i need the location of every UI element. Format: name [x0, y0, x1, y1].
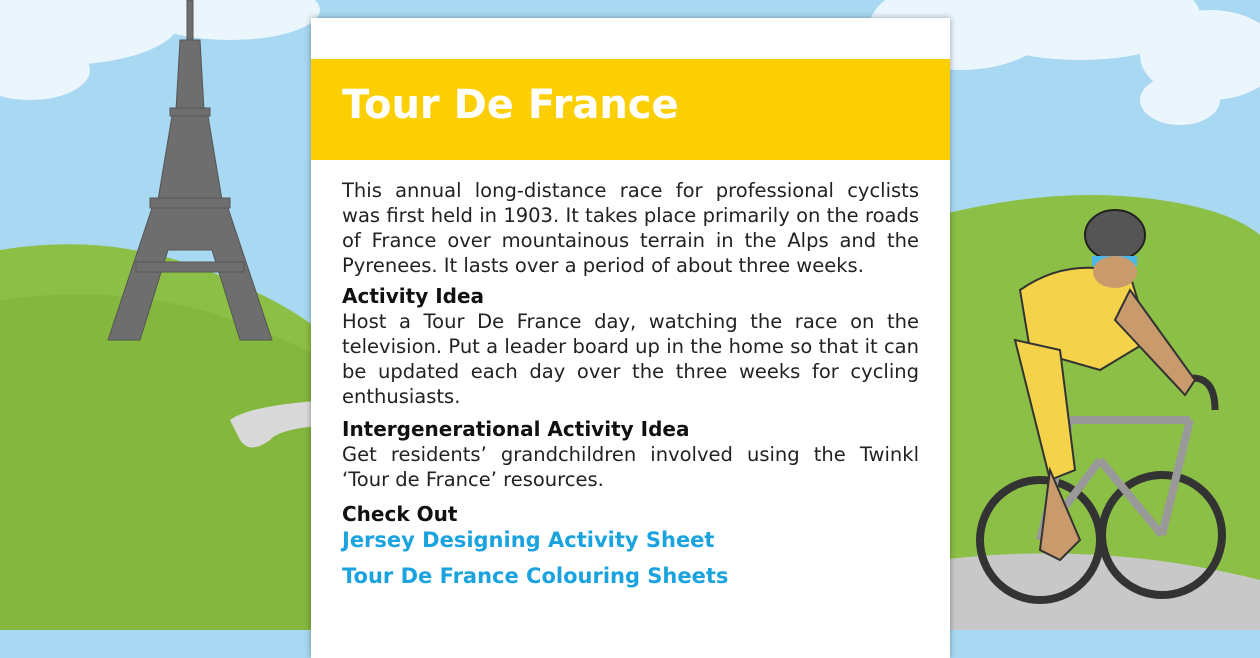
card-content: [342, 178, 919, 589]
link-colouring-sheets[interactable]: Tour De France Colouring Sheets: [342, 564, 729, 588]
page-title: Tour De France: [342, 82, 679, 128]
link-jersey-designing[interactable]: Jersey Designing Activity Sheet: [342, 528, 715, 552]
activity-text: Host a Tour De France day, watching the race on the television. Put a leader board up in the home so that it can be updated each day over the three weeks for cycling enthusiasts.: [342, 310, 919, 408]
title-banner: [311, 59, 950, 160]
intergen-heading: Intergenerational Activity Idea: [342, 417, 690, 441]
checkout-section: [342, 502, 919, 589]
intergen-section: [342, 417, 919, 492]
intergen-text: Get residents’ grandchildren involved using the Twinkl ‘Tour de France’ resources.: [342, 443, 919, 491]
intro-text: This annual long-distance race for professional cyclists was first held in 1903. It takes place primarily on the roads of France over mountainous terrain in the Alps and the Pyrenees. It lasts over a period of about three weeks.: [342, 179, 919, 277]
activity-heading: Activity Idea: [342, 284, 485, 308]
activity-section: [342, 284, 919, 409]
checkout-heading: Check Out: [342, 502, 458, 526]
info-card: [311, 18, 950, 658]
